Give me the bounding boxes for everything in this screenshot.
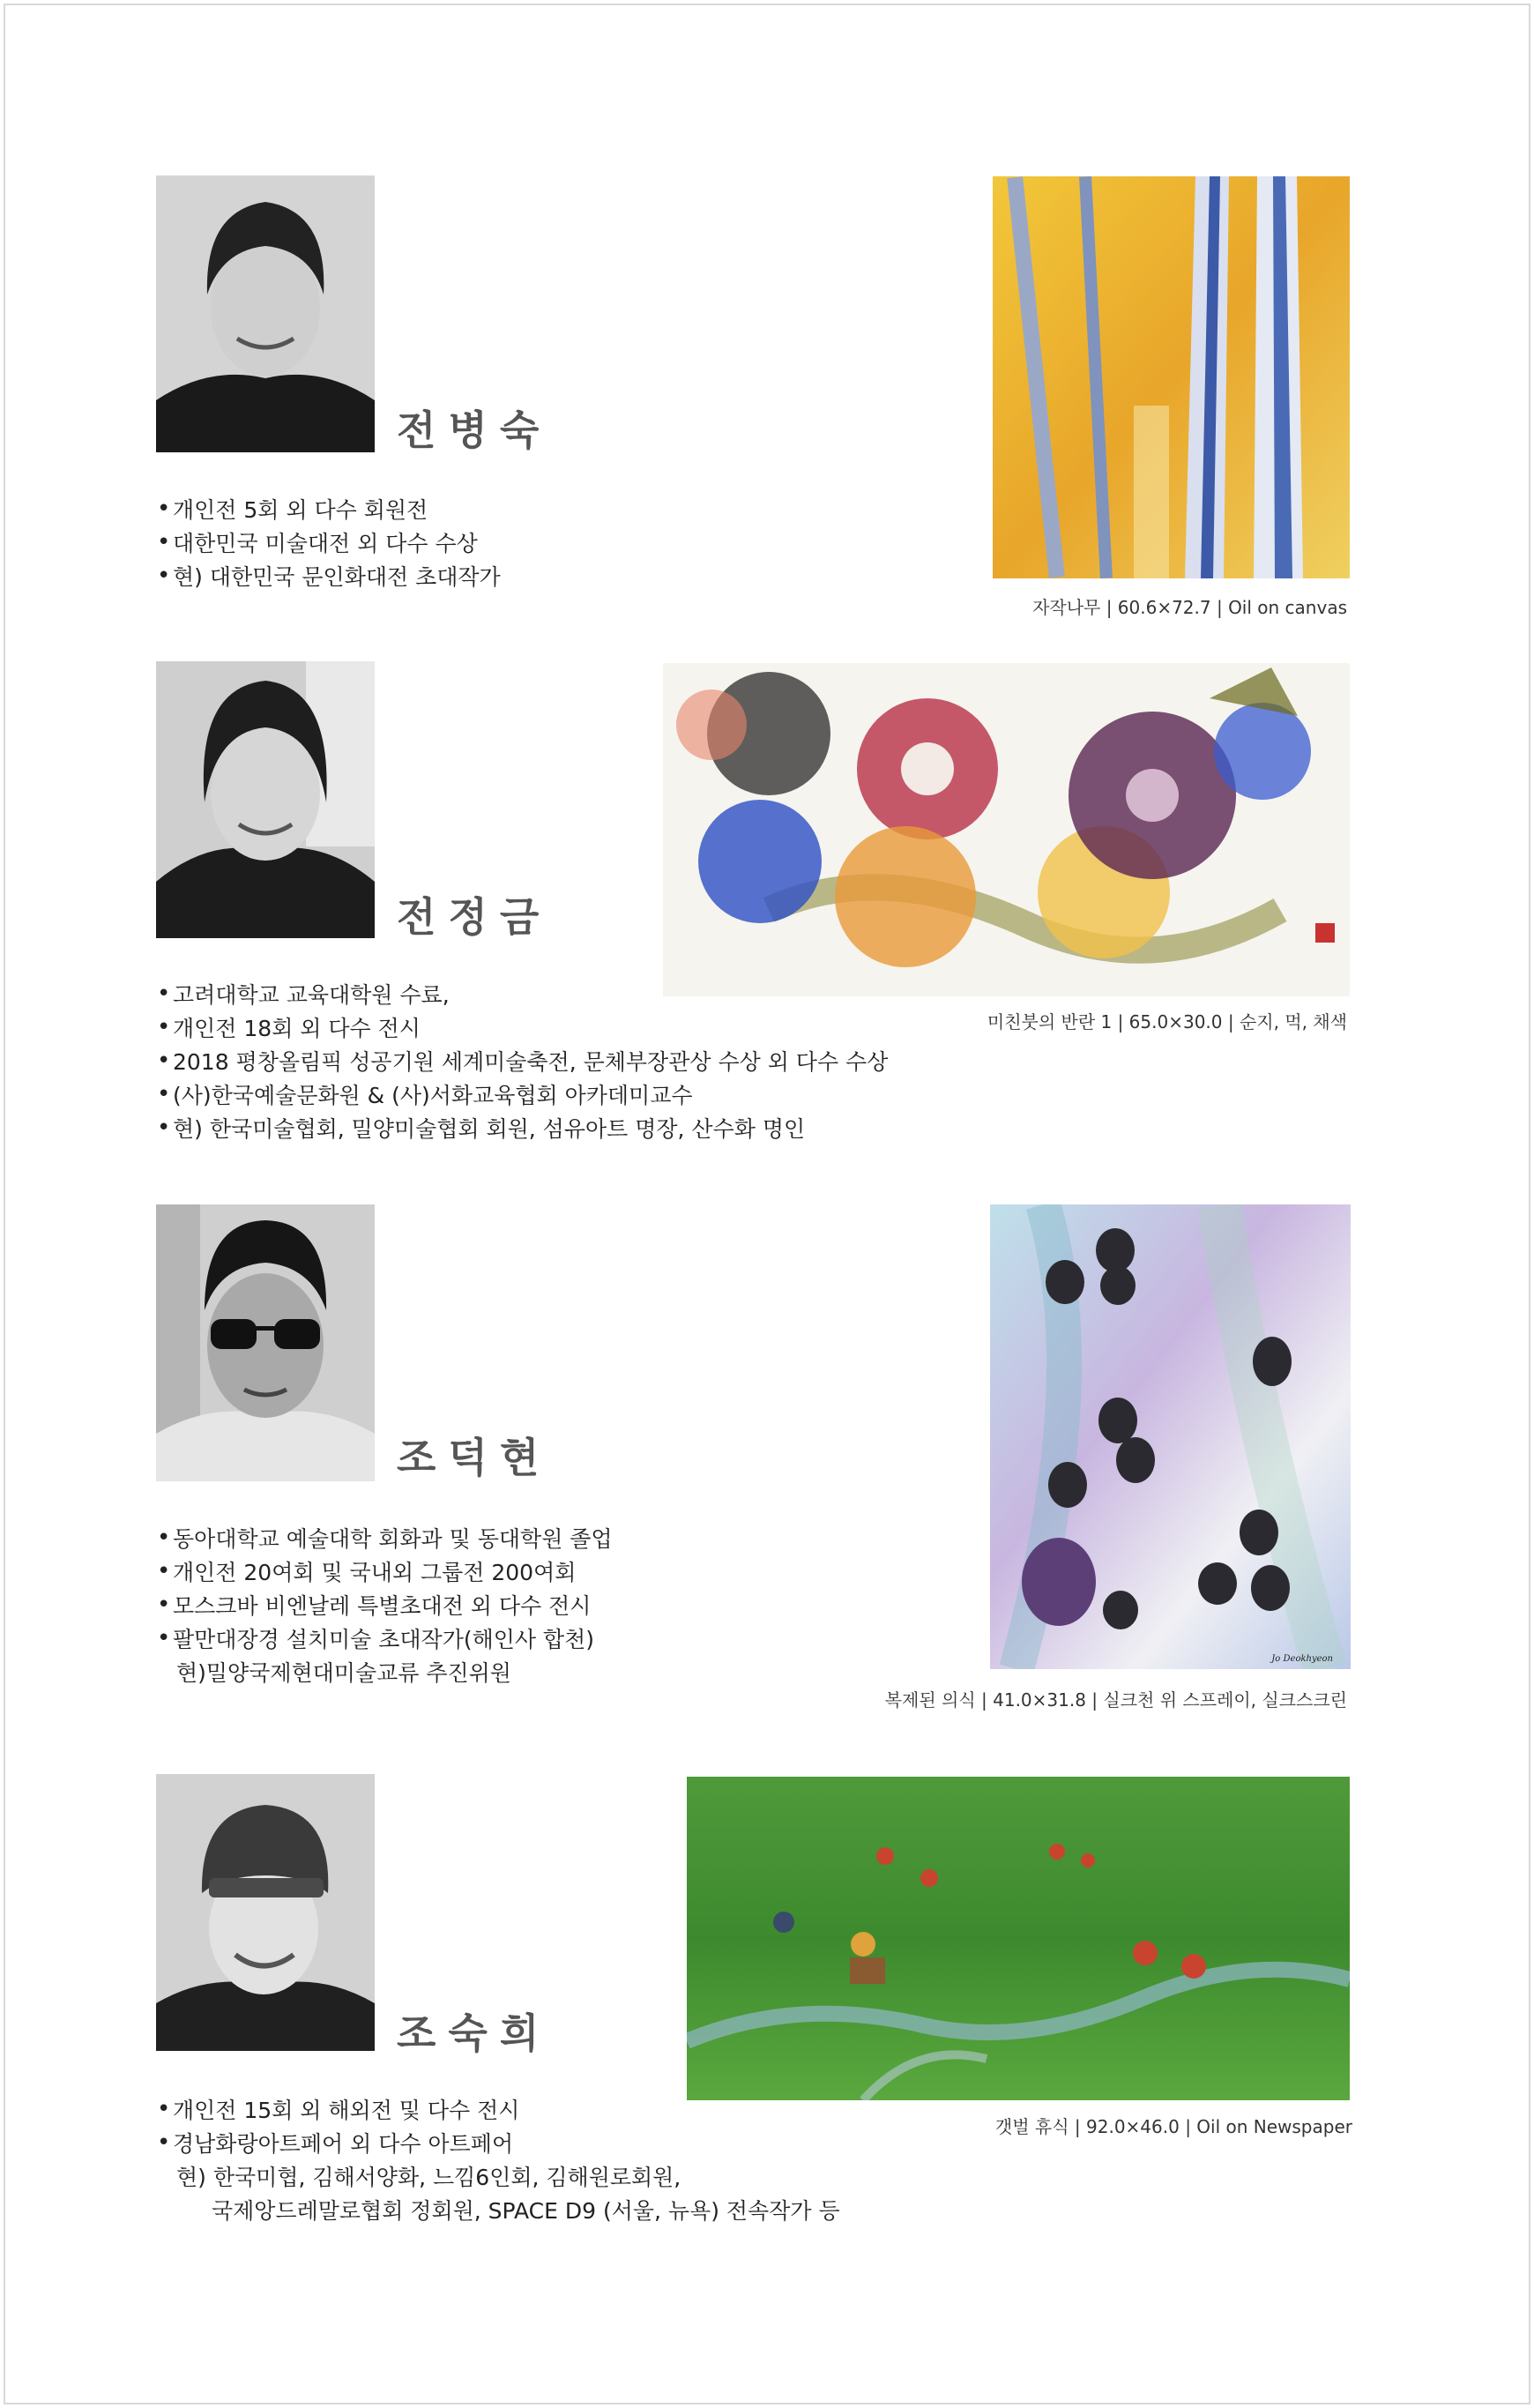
artist-name-3: 조덕현 [397,1434,552,1481]
artist-bio-1 [157,494,501,594]
bio-item: 현)밀양국제현대미술교류 추진위원 [176,1660,511,1686]
artwork-birch-trees [993,176,1350,578]
artist-bio-3 [157,1523,613,1690]
bio-item: • 모스크바 비엔날레 특별초대전 외 다수 전시 [157,1590,613,1623]
bio-item: • 2018 평창올림픽 성공기원 세계미술축전, 문체부장관상 수상 외 다수 수상 [157,1046,888,1079]
artist-name-2: 전정금 [397,893,552,941]
bio-item: • 고려대학교 교육대학원 수료, [157,979,888,1012]
bio-item: • 개인전 5회 외 다수 회원전 [157,494,501,527]
bio-item: • 개인전 18회 외 다수 전시 [157,1012,888,1046]
artwork-flowers [663,663,1350,996]
artwork-mudflat-rest [687,1777,1350,2100]
bio-item: 현) 한국미협, 김해서양화, 느낌6인회, 김해원로회원, [176,2165,681,2190]
artist-portrait-2 [156,661,375,938]
artist-bio-4 [157,2094,840,2228]
bio-item: • 현) 한국미술협회, 밀양미술협회 회원, 섬유아트 명장, 산수화 명인 [157,1113,888,1146]
bio-item: 국제앙드레말로협회 정회원, SPACE D9 (서울, 뉴욕) 전속작가 등 [212,2198,840,2224]
artist-portrait-1 [156,175,375,452]
artwork-caption-2: 미친붓의 반란 1 | 65.0×30.0 | 순지, 먹, 채색 [987,1011,1347,1033]
artwork-caption-4: 갯벌 휴식 | 92.0×46.0 | Oil on Newspaper [994,2116,1352,2137]
bio-item: • (사)한국예술문화원 & (사)서화교육협회 아카데미교수 [157,1079,888,1113]
bio-item: • 개인전 15회 외 해외전 및 다수 전시 [157,2094,840,2128]
bio-item: • 팔만대장경 설치미술 초대작가(해인사 합천) [157,1623,613,1657]
artist-name-4: 조숙희 [397,2009,552,2057]
bio-item: • 대한민국 미술대전 외 다수 수상 [157,527,501,561]
artist-portrait-3 [156,1204,375,1481]
bio-item: • 경남화랑아트페어 외 다수 아트페어 [157,2128,840,2161]
artist-bio-2 [157,979,888,1146]
artist-name-1: 전병숙 [397,406,552,454]
bio-item: • 현) 대한민국 문인화대전 초대작가 [157,561,501,594]
artwork-caption-1: 자작나무 | 60.6×72.7 | Oil on canvas [1032,597,1347,618]
bio-item: • 개인전 20여회 및 국내외 그룹전 200여회 [157,1556,613,1590]
artist-portrait-4 [156,1774,375,2051]
artwork-cloned-consciousness [990,1204,1351,1669]
artwork-signature: Jo Deokhyeon [1271,1654,1333,1664]
bio-item: • 동아대학교 예술대학 회화과 및 동대학원 졸업 [157,1523,613,1556]
artwork-caption-3: 복제된 의식 | 41.0×31.8 | 실크천 위 스프레이, 실크스크린 [884,1689,1347,1711]
